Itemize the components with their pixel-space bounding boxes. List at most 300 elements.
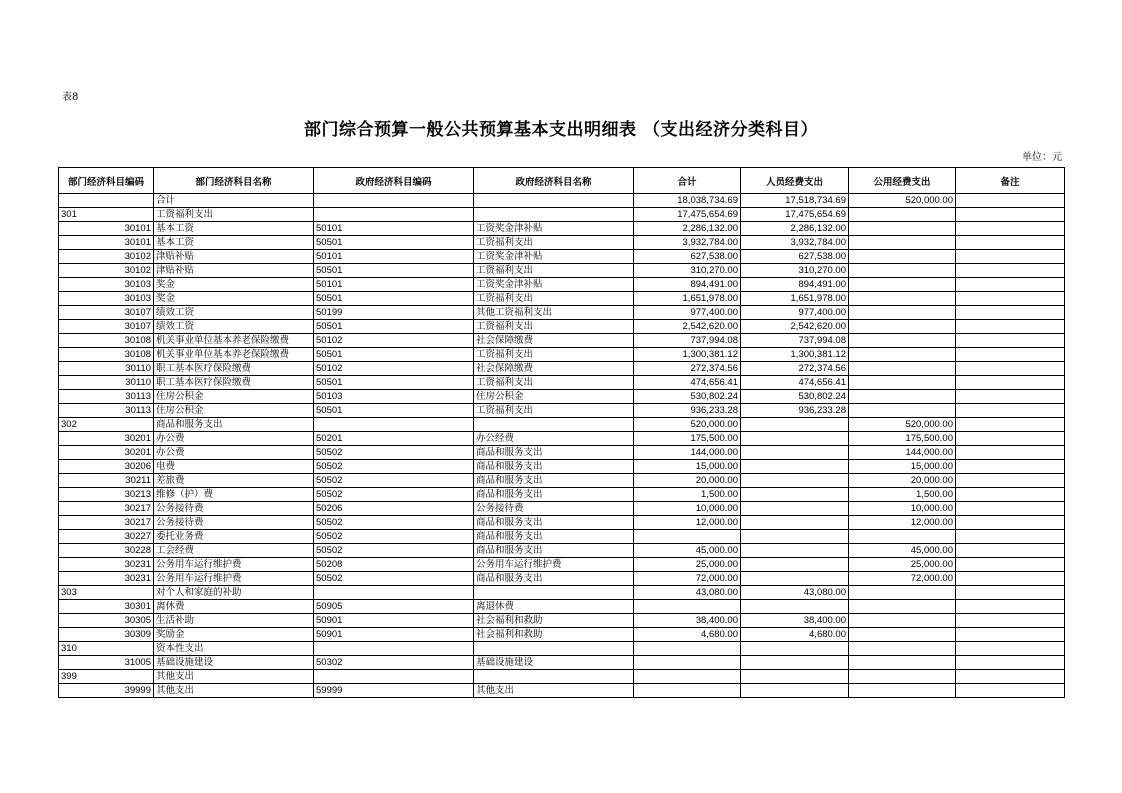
cell-dept-code: 30107 [59, 306, 154, 320]
cell-dept-code: 30201 [59, 432, 154, 446]
cell-dept-name: 职工基本医疗保险缴费 [154, 376, 314, 390]
page-title: 部门综合预算一般公共预算基本支出明细表 （支出经济分类科目） [304, 120, 818, 140]
cell-note [956, 208, 1065, 222]
cell-personnel: 474,656.41 [741, 376, 849, 390]
cell-total: 737,994.08 [634, 334, 741, 348]
cell-public [849, 236, 956, 250]
cell-dept-code: 30113 [59, 404, 154, 418]
cell-note [956, 544, 1065, 558]
cell-gov-name: 社会保障缴费 [474, 362, 634, 376]
cell-gov-code [314, 208, 474, 222]
cell-gov-name: 其他工资福利支出 [474, 306, 634, 320]
cell-note [956, 614, 1065, 628]
cell-public: 10,000.00 [849, 502, 956, 516]
cell-dept-code: 39999 [59, 684, 154, 698]
cell-personnel [741, 642, 849, 656]
table-row [59, 250, 1065, 264]
cell-dept-code: 30102 [59, 264, 154, 278]
cell-note [956, 334, 1065, 348]
cell-personnel [741, 544, 849, 558]
table-row [59, 600, 1065, 614]
cell-personnel: 894,491.00 [741, 278, 849, 292]
cell-gov-name: 公务用车运行维护费 [474, 558, 634, 572]
cell-gov-code [314, 642, 474, 656]
cell-dept-name: 其他支出 [154, 684, 314, 698]
cell-dept-name: 基本工资 [154, 222, 314, 236]
cell-personnel [741, 684, 849, 698]
cell-note [956, 362, 1065, 376]
cell-public [849, 628, 956, 642]
cell-gov-name: 商品和服务支出 [474, 488, 634, 502]
cell-note [956, 222, 1065, 236]
cell-gov-code: 50901 [314, 628, 474, 642]
cell-gov-name: 离退休费 [474, 600, 634, 614]
cell-gov-code: 50101 [314, 250, 474, 264]
cell-dept-name: 公务用车运行维护费 [154, 558, 314, 572]
cell-total: 627,538.00 [634, 250, 741, 264]
cell-personnel: 737,994.08 [741, 334, 849, 348]
cell-note [956, 432, 1065, 446]
cell-public [849, 264, 956, 278]
cell-total: 175,500.00 [634, 432, 741, 446]
cell-public: 72,000.00 [849, 572, 956, 586]
cell-dept-name: 职工基本医疗保险缴费 [154, 362, 314, 376]
cell-note [956, 474, 1065, 488]
cell-total: 977,400.00 [634, 306, 741, 320]
cell-dept-name: 办公费 [154, 432, 314, 446]
table-row [59, 418, 1065, 432]
cell-gov-code: 50501 [314, 404, 474, 418]
cell-note [956, 306, 1065, 320]
cell-personnel [741, 530, 849, 544]
cell-total: 12,000.00 [634, 516, 741, 530]
cell-total: 45,000.00 [634, 544, 741, 558]
cell-total: 1,500.00 [634, 488, 741, 502]
cell-dept-code: 302 [59, 418, 154, 432]
cell-public [849, 614, 956, 628]
cell-total: 1,651,978.00 [634, 292, 741, 306]
cell-personnel [741, 558, 849, 572]
table-row [59, 544, 1065, 558]
cell-dept-name: 公务用车运行维护费 [154, 572, 314, 586]
cell-dept-name: 电费 [154, 460, 314, 474]
cell-gov-code: 50101 [314, 278, 474, 292]
table-row [59, 376, 1065, 390]
cell-gov-code: 50905 [314, 600, 474, 614]
cell-personnel [741, 502, 849, 516]
cell-note [956, 600, 1065, 614]
cell-dept-code: 301 [59, 208, 154, 222]
cell-personnel: 310,270.00 [741, 264, 849, 278]
cell-public [849, 320, 956, 334]
cell-dept-code: 30110 [59, 362, 154, 376]
cell-dept-code: 30113 [59, 390, 154, 404]
cell-personnel: 1,300,381.12 [741, 348, 849, 362]
cell-total: 43,080.00 [634, 586, 741, 600]
cell-dept-name: 基础设施建设 [154, 656, 314, 670]
cell-public [849, 376, 956, 390]
cell-total [634, 656, 741, 670]
cell-public [849, 222, 956, 236]
cell-personnel [741, 516, 849, 530]
table-row [59, 460, 1065, 474]
cell-public [849, 642, 956, 656]
cell-dept-name: 津贴补贴 [154, 250, 314, 264]
cell-public [849, 404, 956, 418]
cell-gov-name: 工资福利支出 [474, 348, 634, 362]
cell-gov-name: 工资福利支出 [474, 292, 634, 306]
table-row [59, 320, 1065, 334]
cell-gov-code: 50501 [314, 348, 474, 362]
cell-gov-code: 50206 [314, 502, 474, 516]
cell-dept-name: 公务接待费 [154, 502, 314, 516]
cell-note [956, 390, 1065, 404]
cell-dept-code: 30101 [59, 222, 154, 236]
cell-public: 20,000.00 [849, 474, 956, 488]
cell-total: 936,233.28 [634, 404, 741, 418]
cell-note [956, 656, 1065, 670]
cell-gov-name [474, 670, 634, 684]
header-gov-name: 政府经济科目名称 [474, 168, 634, 194]
cell-dept-name: 工会经费 [154, 544, 314, 558]
cell-note [956, 446, 1065, 460]
header-dept-name: 部门经济科目名称 [154, 168, 314, 194]
cell-note [956, 278, 1065, 292]
unit-label: 单位：元 [1022, 152, 1062, 163]
cell-public [849, 250, 956, 264]
cell-gov-name [474, 194, 634, 208]
cell-gov-code: 50502 [314, 474, 474, 488]
cell-total [634, 670, 741, 684]
cell-gov-name: 商品和服务支出 [474, 474, 634, 488]
cell-note [956, 684, 1065, 698]
cell-dept-code: 30305 [59, 614, 154, 628]
cell-total: 474,656.41 [634, 376, 741, 390]
cell-total [634, 684, 741, 698]
cell-dept-code: 30231 [59, 558, 154, 572]
cell-public [849, 278, 956, 292]
cell-note [956, 502, 1065, 516]
cell-gov-code: 50201 [314, 432, 474, 446]
cell-public: 520,000.00 [849, 418, 956, 432]
cell-dept-name: 绩效工资 [154, 306, 314, 320]
cell-note [956, 348, 1065, 362]
cell-note [956, 572, 1065, 586]
cell-dept-code: 30107 [59, 320, 154, 334]
cell-dept-code: 30201 [59, 446, 154, 460]
cell-dept-name: 基本工资 [154, 236, 314, 250]
cell-note [956, 558, 1065, 572]
cell-gov-code: 50302 [314, 656, 474, 670]
cell-personnel: 2,286,132.00 [741, 222, 849, 236]
cell-gov-code: 50502 [314, 544, 474, 558]
cell-dept-code: 30301 [59, 600, 154, 614]
cell-dept-name: 资本性支出 [154, 642, 314, 656]
cell-gov-name: 其他支出 [474, 684, 634, 698]
cell-personnel: 17,475,654.69 [741, 208, 849, 222]
cell-total: 20,000.00 [634, 474, 741, 488]
cell-gov-name: 社会保障缴费 [474, 334, 634, 348]
table-row [59, 684, 1065, 698]
cell-note [956, 460, 1065, 474]
table-row [59, 670, 1065, 684]
cell-personnel [741, 474, 849, 488]
table-row [59, 236, 1065, 250]
cell-public [849, 390, 956, 404]
cell-dept-name: 机关事业单位基本养老保险缴费 [154, 334, 314, 348]
expenditure-table [58, 167, 1065, 698]
header-personnel: 人员经费支出 [741, 168, 849, 194]
cell-total: 17,475,654.69 [634, 208, 741, 222]
cell-public [849, 362, 956, 376]
cell-total: 72,000.00 [634, 572, 741, 586]
table-row [59, 572, 1065, 586]
cell-total: 272,374.56 [634, 362, 741, 376]
cell-note [956, 670, 1065, 684]
cell-gov-code: 50199 [314, 306, 474, 320]
cell-dept-code: 30213 [59, 488, 154, 502]
cell-gov-name: 商品和服务支出 [474, 544, 634, 558]
cell-gov-name: 商品和服务支出 [474, 516, 634, 530]
cell-total: 520,000.00 [634, 418, 741, 432]
cell-dept-name: 差旅费 [154, 474, 314, 488]
cell-gov-name: 工资奖金津补贴 [474, 278, 634, 292]
cell-gov-code: 59999 [314, 684, 474, 698]
cell-gov-code: 50501 [314, 292, 474, 306]
cell-total: 1,300,381.12 [634, 348, 741, 362]
cell-note [956, 404, 1065, 418]
cell-public: 45,000.00 [849, 544, 956, 558]
cell-dept-code: 30103 [59, 292, 154, 306]
table-row [59, 502, 1065, 516]
cell-note [956, 236, 1065, 250]
table-body [59, 194, 1065, 698]
cell-note [956, 642, 1065, 656]
cell-personnel [741, 432, 849, 446]
cell-dept-name: 工资福利支出 [154, 208, 314, 222]
table-row [59, 348, 1065, 362]
cell-public [849, 670, 956, 684]
header-row [59, 168, 1065, 194]
header-total: 合计 [634, 168, 741, 194]
table-row [59, 194, 1065, 208]
cell-note [956, 320, 1065, 334]
cell-personnel: 627,538.00 [741, 250, 849, 264]
table-row [59, 656, 1065, 670]
cell-gov-code: 50101 [314, 222, 474, 236]
cell-personnel: 1,651,978.00 [741, 292, 849, 306]
table-row [59, 208, 1065, 222]
cell-public [849, 348, 956, 362]
cell-gov-code: 50501 [314, 236, 474, 250]
cell-public [849, 600, 956, 614]
cell-gov-name: 商品和服务支出 [474, 446, 634, 460]
cell-public: 520,000.00 [849, 194, 956, 208]
cell-gov-name: 社会福利和救助 [474, 628, 634, 642]
cell-dept-code: 30101 [59, 236, 154, 250]
cell-dept-code: 30108 [59, 348, 154, 362]
cell-gov-code: 50501 [314, 376, 474, 390]
cell-public [849, 334, 956, 348]
cell-gov-code: 50901 [314, 614, 474, 628]
cell-gov-name: 工资福利支出 [474, 264, 634, 278]
cell-gov-name: 住房公积金 [474, 390, 634, 404]
cell-dept-name: 委托业务费 [154, 530, 314, 544]
cell-dept-name: 奖励金 [154, 628, 314, 642]
cell-total: 15,000.00 [634, 460, 741, 474]
cell-personnel [741, 600, 849, 614]
cell-personnel: 4,680.00 [741, 628, 849, 642]
cell-public: 175,500.00 [849, 432, 956, 446]
cell-gov-name: 基础设施建设 [474, 656, 634, 670]
cell-dept-name: 离休费 [154, 600, 314, 614]
cell-gov-code: 50102 [314, 334, 474, 348]
cell-public: 144,000.00 [849, 446, 956, 460]
cell-gov-code [314, 586, 474, 600]
table-row [59, 614, 1065, 628]
cell-public: 12,000.00 [849, 516, 956, 530]
cell-dept-code: 30108 [59, 334, 154, 348]
cell-dept-name: 机关事业单位基本养老保险缴费 [154, 348, 314, 362]
cell-public: 15,000.00 [849, 460, 956, 474]
cell-personnel [741, 488, 849, 502]
table-row [59, 628, 1065, 642]
table-row [59, 446, 1065, 460]
cell-gov-name: 商品和服务支出 [474, 572, 634, 586]
cell-dept-name: 合计 [154, 194, 314, 208]
cell-note [956, 292, 1065, 306]
cell-dept-name: 维修（护）费 [154, 488, 314, 502]
cell-dept-name: 公务接待费 [154, 516, 314, 530]
cell-total: 25,000.00 [634, 558, 741, 572]
cell-gov-code: 50502 [314, 446, 474, 460]
cell-dept-code: 30211 [59, 474, 154, 488]
cell-gov-code: 50102 [314, 362, 474, 376]
cell-dept-code: 399 [59, 670, 154, 684]
table-row [59, 362, 1065, 376]
table-row [59, 474, 1065, 488]
cell-note [956, 628, 1065, 642]
cell-note [956, 586, 1065, 600]
cell-total: 4,680.00 [634, 628, 741, 642]
cell-dept-name: 绩效工资 [154, 320, 314, 334]
cell-total: 2,542,620.00 [634, 320, 741, 334]
cell-gov-code [314, 194, 474, 208]
table-row [59, 278, 1065, 292]
cell-public: 1,500.00 [849, 488, 956, 502]
cell-dept-code: 30217 [59, 502, 154, 516]
cell-personnel: 272,374.56 [741, 362, 849, 376]
cell-dept-code: 30228 [59, 544, 154, 558]
cell-total: 894,491.00 [634, 278, 741, 292]
cell-personnel: 936,233.28 [741, 404, 849, 418]
cell-gov-code [314, 670, 474, 684]
cell-total [634, 530, 741, 544]
cell-note [956, 264, 1065, 278]
cell-note [956, 516, 1065, 530]
table-row [59, 488, 1065, 502]
cell-gov-name: 工资福利支出 [474, 320, 634, 334]
table-row [59, 642, 1065, 656]
cell-personnel: 2,542,620.00 [741, 320, 849, 334]
header-public: 公用经费支出 [849, 168, 956, 194]
cell-total: 2,286,132.00 [634, 222, 741, 236]
cell-dept-name: 奖金 [154, 292, 314, 306]
cell-dept-name: 对个人和家庭的补助 [154, 586, 314, 600]
cell-gov-code: 50501 [314, 264, 474, 278]
cell-public [849, 306, 956, 320]
table-row [59, 586, 1065, 600]
cell-gov-code: 50208 [314, 558, 474, 572]
cell-dept-code: 310 [59, 642, 154, 656]
table-row [59, 306, 1065, 320]
cell-personnel [741, 418, 849, 432]
cell-total: 530,802.24 [634, 390, 741, 404]
cell-public [849, 208, 956, 222]
table-row [59, 334, 1065, 348]
cell-note [956, 530, 1065, 544]
cell-note [956, 194, 1065, 208]
cell-dept-name: 其他支出 [154, 670, 314, 684]
cell-public: 25,000.00 [849, 558, 956, 572]
cell-gov-name: 公务接待费 [474, 502, 634, 516]
cell-total [634, 642, 741, 656]
table-row [59, 264, 1065, 278]
cell-gov-name: 工资福利支出 [474, 404, 634, 418]
cell-public [849, 684, 956, 698]
cell-dept-name: 商品和服务支出 [154, 418, 314, 432]
cell-total: 38,400.00 [634, 614, 741, 628]
cell-gov-name: 工资奖金津补贴 [474, 250, 634, 264]
cell-dept-code: 30110 [59, 376, 154, 390]
cell-personnel [741, 446, 849, 460]
cell-gov-name: 工资福利支出 [474, 376, 634, 390]
cell-note [956, 376, 1065, 390]
cell-dept-code: 30102 [59, 250, 154, 264]
header-gov-code: 政府经济科目编码 [314, 168, 474, 194]
cell-public [849, 530, 956, 544]
cell-personnel [741, 656, 849, 670]
table-row [59, 222, 1065, 236]
cell-public [849, 292, 956, 306]
cell-dept-name: 住房公积金 [154, 404, 314, 418]
cell-note [956, 250, 1065, 264]
table-row [59, 390, 1065, 404]
cell-dept-code: 303 [59, 586, 154, 600]
cell-dept-code: 30309 [59, 628, 154, 642]
cell-personnel: 17,518,734.69 [741, 194, 849, 208]
cell-dept-name: 住房公积金 [154, 390, 314, 404]
cell-gov-name: 工资奖金津补贴 [474, 222, 634, 236]
cell-total: 3,932,784.00 [634, 236, 741, 250]
cell-gov-name [474, 208, 634, 222]
cell-gov-code: 50501 [314, 320, 474, 334]
cell-total: 18,038,734.69 [634, 194, 741, 208]
cell-gov-name: 商品和服务支出 [474, 460, 634, 474]
cell-total: 10,000.00 [634, 502, 741, 516]
header-dept-code: 部门经济科目编码 [59, 168, 154, 194]
cell-gov-name: 工资福利支出 [474, 236, 634, 250]
cell-gov-code: 50103 [314, 390, 474, 404]
table-row [59, 516, 1065, 530]
cell-gov-name: 商品和服务支出 [474, 530, 634, 544]
cell-total: 144,000.00 [634, 446, 741, 460]
cell-dept-name: 办公费 [154, 446, 314, 460]
cell-gov-code: 50502 [314, 572, 474, 586]
cell-gov-name [474, 418, 634, 432]
cell-personnel: 38,400.00 [741, 614, 849, 628]
cell-dept-code [59, 194, 154, 208]
